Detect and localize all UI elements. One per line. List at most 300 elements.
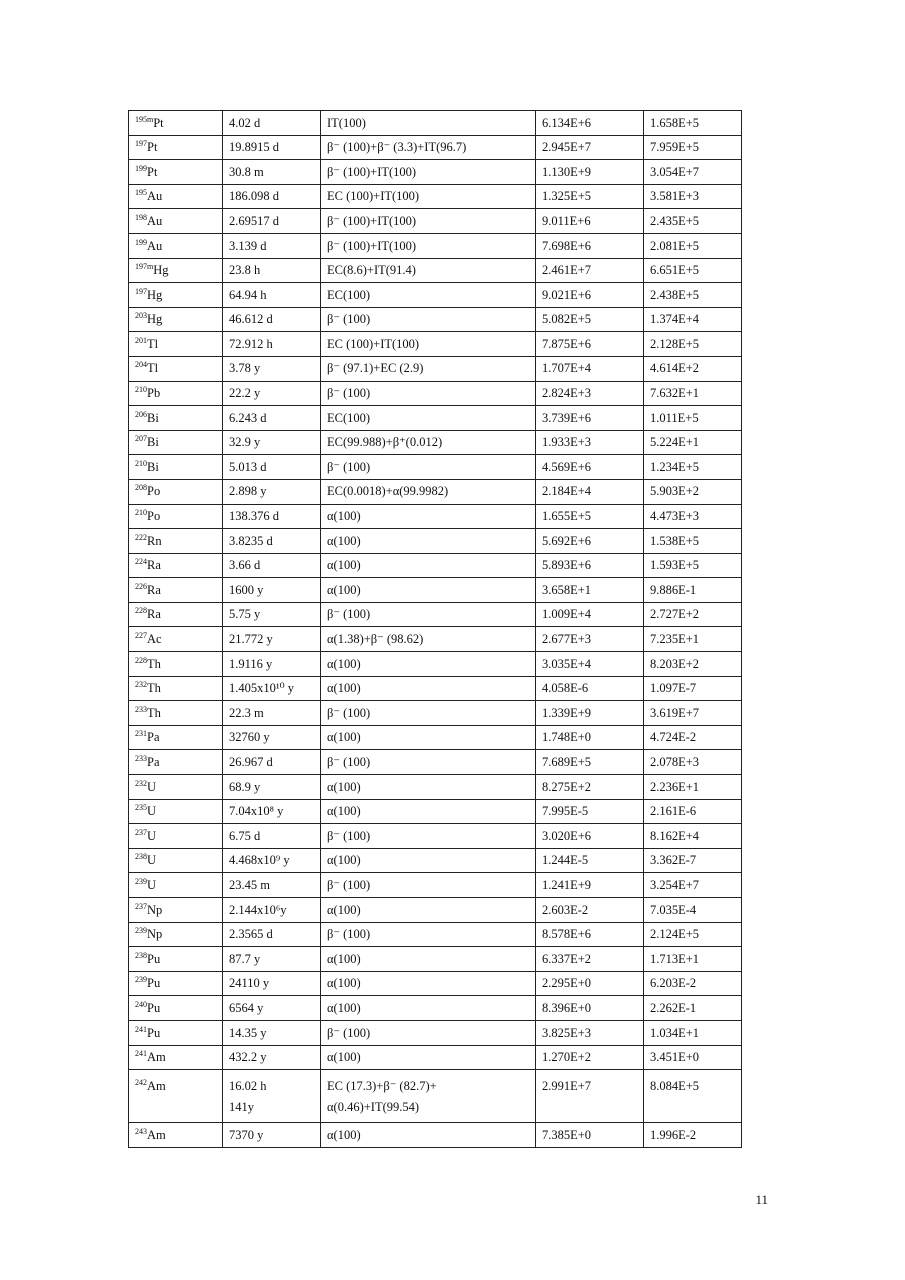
- half-life: 2.3565 d: [229, 927, 273, 942]
- mass-number: 239: [135, 876, 147, 886]
- element-symbol: Hg: [153, 263, 169, 278]
- half-life: 5.75 y: [229, 607, 261, 622]
- value-2: 2.161E-6: [650, 804, 697, 819]
- decay-mode: β⁻ (100)+IT(100): [327, 213, 417, 228]
- value-2-cell: [644, 381, 742, 406]
- value-2: 1.374E+4: [650, 312, 700, 327]
- nuclide-cell: [129, 455, 223, 480]
- value-1-cell: [536, 233, 644, 258]
- decay-mode-cell: [321, 430, 536, 455]
- half-life-cell: [223, 1045, 321, 1070]
- value-1: 1.325E+5: [542, 189, 592, 204]
- value-2: 1.593E+5: [650, 558, 700, 573]
- half-life-cell: [223, 111, 321, 136]
- nuclide-cell: [129, 430, 223, 455]
- half-life-cell: [223, 479, 321, 504]
- decay-mode: β⁻ (100): [327, 1025, 371, 1040]
- decay-mode-cell: [321, 996, 536, 1021]
- mass-number: 228: [135, 606, 147, 616]
- element-symbol: Au: [147, 238, 163, 253]
- decay-mode-cell: [321, 922, 536, 947]
- value-1-cell: [536, 676, 644, 701]
- decay-mode: α(100): [327, 853, 361, 868]
- half-life: 2.144x10⁶y: [229, 902, 287, 917]
- decay-mode-cell: [321, 750, 536, 775]
- half-life: 32760 y: [229, 730, 270, 745]
- half-life: 3.8235 d: [229, 533, 273, 548]
- half-life-cell: [223, 996, 321, 1021]
- decay-mode: α(100): [327, 902, 361, 917]
- value-1: 1.244E-5: [542, 853, 589, 868]
- value-1-cell: [536, 848, 644, 873]
- decay-mode: EC (17.3)+β⁻ (82.7)+: [327, 1079, 437, 1094]
- decay-mode-cell: [321, 356, 536, 381]
- value-1-cell: [536, 430, 644, 455]
- value-2: 2.438E+5: [650, 287, 700, 302]
- mass-number: 197: [135, 139, 147, 149]
- value-2-cell: [644, 1020, 742, 1045]
- table-row: [129, 1123, 742, 1148]
- decay-mode-cell: [321, 1045, 536, 1070]
- value-1-cell: [536, 1045, 644, 1070]
- decay-mode-cell: [321, 578, 536, 603]
- value-2-cell: [644, 799, 742, 824]
- table-row: [129, 356, 742, 381]
- value-1-cell: [536, 356, 644, 381]
- nuclide-cell: [129, 602, 223, 627]
- value-2: 1.996E-2: [650, 1127, 697, 1142]
- decay-mode-cell: [321, 873, 536, 898]
- mass-number: 204: [135, 360, 147, 370]
- element-symbol: Np: [147, 902, 163, 917]
- half-life-cell: [223, 356, 321, 381]
- nuclide-cell: [129, 332, 223, 357]
- nuclide-cell: [129, 652, 223, 677]
- half-life-secondary: 141y: [229, 1100, 254, 1115]
- mass-number: 210: [135, 385, 147, 395]
- value-1-cell: [536, 799, 644, 824]
- table-row: [129, 652, 742, 677]
- value-2-cell: [644, 111, 742, 136]
- table-row: [129, 824, 742, 849]
- decay-mode: β⁻ (100)+β⁻ (3.3)+IT(96.7): [327, 140, 467, 155]
- half-life: 23.8 h: [229, 263, 261, 278]
- value-2: 8.084E+5: [650, 1079, 700, 1094]
- table-row: [129, 430, 742, 455]
- element-symbol: Pt: [147, 164, 158, 179]
- element-symbol: U: [147, 877, 157, 892]
- mass-number: 241: [135, 1049, 147, 1059]
- mass-number: 197m: [135, 262, 154, 272]
- nuclide-cell: [129, 1020, 223, 1045]
- table-row: [129, 578, 742, 603]
- half-life: 1600 y: [229, 582, 264, 597]
- value-1: 3.020E+6: [542, 828, 592, 843]
- element-symbol: Hg: [147, 287, 163, 302]
- value-1: 2.603E-2: [542, 902, 589, 917]
- decay-mode-cell: [321, 652, 536, 677]
- element-symbol: Pt: [147, 140, 158, 155]
- nuclide-cell: [129, 898, 223, 923]
- value-1: 9.011E+6: [542, 213, 591, 228]
- mass-number: 210: [135, 458, 147, 468]
- decay-mode-cell: [321, 406, 536, 431]
- value-1-cell: [536, 283, 644, 308]
- decay-mode: α(100): [327, 681, 361, 696]
- decay-mode-cell: [321, 184, 536, 209]
- value-1: 1.241E+9: [542, 877, 592, 892]
- decay-mode-cell: [321, 135, 536, 160]
- element-symbol: U: [147, 828, 157, 843]
- decay-mode-cell: [321, 233, 536, 258]
- mass-number: 242: [135, 1078, 147, 1088]
- nuclide-cell: [129, 922, 223, 947]
- nuclide-cell: [129, 356, 223, 381]
- table-row: [129, 725, 742, 750]
- value-2-cell: [644, 996, 742, 1021]
- half-life-cell: [223, 504, 321, 529]
- element-symbol: Bi: [147, 410, 159, 425]
- value-2-cell: [644, 479, 742, 504]
- value-1: 2.184E+4: [542, 484, 592, 499]
- value-1-cell: [536, 652, 644, 677]
- half-life-cell: [223, 209, 321, 234]
- value-2-cell: [644, 873, 742, 898]
- value-2-cell: [644, 1070, 742, 1123]
- value-1: 1.748E+0: [542, 730, 592, 745]
- decay-mode-cell: [321, 381, 536, 406]
- nuclide-cell: [129, 233, 223, 258]
- half-life-cell: [223, 676, 321, 701]
- decay-mode-cell: [321, 160, 536, 185]
- table-row: [129, 701, 742, 726]
- element-symbol: U: [147, 804, 157, 819]
- value-1: 2.991E+7: [542, 1079, 592, 1094]
- value-2: 6.203E-2: [650, 976, 697, 991]
- value-2: 2.236E+1: [650, 779, 700, 794]
- table-row: [129, 184, 742, 209]
- value-1-cell: [536, 553, 644, 578]
- half-life-cell: [223, 283, 321, 308]
- half-life: 68.9 y: [229, 779, 261, 794]
- decay-mode: β⁻ (100)+IT(100): [327, 238, 417, 253]
- mass-number: 233: [135, 753, 147, 763]
- element-symbol: Th: [147, 681, 161, 696]
- decay-mode: β⁻ (100): [327, 607, 371, 622]
- value-2: 2.435E+5: [650, 213, 700, 228]
- half-life-cell: [223, 873, 321, 898]
- decay-mode-cell: [321, 455, 536, 480]
- value-1-cell: [536, 1070, 644, 1123]
- half-life: 21.772 y: [229, 632, 273, 647]
- value-2-cell: [644, 258, 742, 283]
- half-life-cell: [223, 332, 321, 357]
- nuclide-cell: [129, 775, 223, 800]
- decay-mode-cell: [321, 283, 536, 308]
- value-2: 3.254E+7: [650, 877, 700, 892]
- half-life: 30.8 m: [229, 164, 264, 179]
- decay-mode-cell: [321, 504, 536, 529]
- half-life: 6564 y: [229, 1000, 264, 1015]
- table-row: [129, 406, 742, 431]
- half-life: 87.7 y: [229, 951, 261, 966]
- half-life: 7.04x10⁸ y: [229, 804, 284, 819]
- nuclide-cell: [129, 135, 223, 160]
- decay-mode: α(100): [327, 558, 361, 573]
- element-symbol: Pu: [147, 951, 161, 966]
- value-2-cell: [644, 775, 742, 800]
- table-row: [129, 209, 742, 234]
- value-1: 5.692E+6: [542, 533, 592, 548]
- value-1-cell: [536, 1020, 644, 1045]
- value-2: 7.035E-4: [650, 902, 697, 917]
- table-row: [129, 627, 742, 652]
- value-2: 2.124E+5: [650, 927, 700, 942]
- decay-mode: β⁻ (100): [327, 828, 371, 843]
- table-row: [129, 479, 742, 504]
- mass-number: 197: [135, 286, 147, 296]
- value-2: 3.619E+7: [650, 705, 700, 720]
- decay-mode-cell: [321, 898, 536, 923]
- value-1: 8.578E+6: [542, 927, 592, 942]
- table-row: [129, 381, 742, 406]
- half-life: 72.912 h: [229, 336, 273, 351]
- half-life: 22.3 m: [229, 705, 264, 720]
- element-symbol: Am: [147, 1127, 166, 1142]
- value-2: 2.078E+3: [650, 754, 700, 769]
- element-symbol: Tl: [147, 336, 159, 351]
- half-life: 22.2 y: [229, 386, 261, 401]
- value-2-cell: [644, 1045, 742, 1070]
- element-symbol: Bi: [147, 459, 159, 474]
- table-row: [129, 332, 742, 357]
- value-1-cell: [536, 775, 644, 800]
- value-1-cell: [536, 1123, 644, 1148]
- nuclide-cell: [129, 1070, 223, 1123]
- mass-number: 198: [135, 212, 147, 222]
- element-symbol: Pa: [147, 730, 160, 745]
- half-life: 64.94 h: [229, 287, 267, 302]
- value-1: 7.689E+5: [542, 754, 592, 769]
- decay-mode-cell: [321, 332, 536, 357]
- nuclide-cell: [129, 799, 223, 824]
- value-2: 1.713E+1: [650, 951, 700, 966]
- half-life: 26.967 d: [229, 754, 273, 769]
- half-life: 14.35 y: [229, 1025, 267, 1040]
- value-2-cell: [644, 602, 742, 627]
- value-1-cell: [536, 184, 644, 209]
- mass-number: 199: [135, 237, 147, 247]
- table-row: [129, 775, 742, 800]
- decay-mode: β⁻ (100): [327, 312, 371, 327]
- page-number: 11: [755, 1192, 768, 1207]
- decay-mode-cell: [321, 209, 536, 234]
- decay-mode: IT(100): [327, 115, 366, 130]
- decay-mode-cell: [321, 725, 536, 750]
- table-row: [129, 135, 742, 160]
- decay-mode-cell: [321, 479, 536, 504]
- nuclide-table-body: [129, 111, 742, 1148]
- decay-mode: EC (100)+IT(100): [327, 336, 420, 351]
- nuclide-cell: [129, 307, 223, 332]
- nuclide-cell: [129, 504, 223, 529]
- decay-mode: α(100): [327, 779, 361, 794]
- table-row: [129, 111, 742, 136]
- decay-mode: EC(100): [327, 287, 371, 302]
- value-2-cell: [644, 676, 742, 701]
- element-symbol: Ra: [147, 558, 161, 573]
- decay-mode: EC(100): [327, 410, 371, 425]
- table-row: [129, 971, 742, 996]
- table-row: [129, 750, 742, 775]
- value-2-cell: [644, 553, 742, 578]
- value-1: 4.058E-6: [542, 681, 589, 696]
- decay-mode: EC(99.988)+β⁺(0.012): [327, 435, 443, 450]
- half-life-cell: [223, 922, 321, 947]
- value-2-cell: [644, 504, 742, 529]
- half-life-cell: [223, 602, 321, 627]
- half-life: 5.013 d: [229, 459, 267, 474]
- decay-mode-cell: [321, 701, 536, 726]
- mass-number: 235: [135, 803, 147, 813]
- mass-number: 237: [135, 827, 147, 837]
- value-1-cell: [536, 504, 644, 529]
- element-symbol: Po: [147, 509, 161, 524]
- mass-number: 201: [135, 335, 147, 345]
- table-row: [129, 529, 742, 554]
- nuclide-cell: [129, 184, 223, 209]
- value-2-cell: [644, 578, 742, 603]
- half-life-cell: [223, 775, 321, 800]
- value-2-cell: [644, 307, 742, 332]
- decay-mode-cell: [321, 307, 536, 332]
- value-2-cell: [644, 627, 742, 652]
- mass-number: 239: [135, 975, 147, 985]
- decay-mode: α(100): [327, 509, 361, 524]
- nuclide-cell: [129, 258, 223, 283]
- decay-mode: EC (100)+IT(100): [327, 189, 420, 204]
- value-1: 2.945E+7: [542, 140, 592, 155]
- decay-mode: α(100): [327, 1050, 361, 1065]
- value-1-cell: [536, 873, 644, 898]
- element-symbol: Tl: [147, 361, 159, 376]
- value-1: 5.082E+5: [542, 312, 592, 327]
- value-1: 2.824E+3: [542, 386, 592, 401]
- value-2-cell: [644, 332, 742, 357]
- value-2-cell: [644, 430, 742, 455]
- half-life: 1.9116 y: [229, 656, 273, 671]
- element-symbol: Bi: [147, 435, 159, 450]
- half-life: 2.898 y: [229, 484, 267, 499]
- table-row: [129, 283, 742, 308]
- half-life-cell: [223, 971, 321, 996]
- value-1: 1.009E+4: [542, 607, 592, 622]
- half-life: 7370 y: [229, 1127, 264, 1142]
- value-2-cell: [644, 356, 742, 381]
- value-1: 1.707E+4: [542, 361, 592, 376]
- decay-mode-continued: α(0.46)+IT(99.54): [327, 1100, 420, 1115]
- value-1-cell: [536, 479, 644, 504]
- decay-mode: α(100): [327, 730, 361, 745]
- value-2-cell: [644, 971, 742, 996]
- value-1-cell: [536, 578, 644, 603]
- element-symbol: Pu: [147, 1000, 161, 1015]
- value-1: 9.021E+6: [542, 287, 592, 302]
- value-1: 2.295E+0: [542, 976, 592, 991]
- table-row: [129, 233, 742, 258]
- half-life-cell: [223, 947, 321, 972]
- value-1: 7.385E+0: [542, 1127, 592, 1142]
- value-1: 2.677E+3: [542, 632, 592, 647]
- element-symbol: Ra: [147, 582, 161, 597]
- value-2: 7.235E+1: [650, 632, 700, 647]
- nuclide-cell: [129, 1123, 223, 1148]
- value-2: 1.234E+5: [650, 459, 700, 474]
- value-1: 1.655E+5: [542, 509, 592, 524]
- element-symbol: U: [147, 853, 157, 868]
- decay-mode-cell: [321, 1070, 536, 1123]
- value-2-cell: [644, 922, 742, 947]
- half-life-cell: [223, 898, 321, 923]
- value-1: 3.035E+4: [542, 656, 592, 671]
- element-symbol: Ac: [147, 632, 162, 647]
- value-2: 4.473E+3: [650, 509, 700, 524]
- element-symbol: Au: [147, 189, 163, 204]
- value-1: 6.134E+6: [542, 115, 592, 130]
- value-2: 5.224E+1: [650, 435, 700, 450]
- value-1: 8.396E+0: [542, 1000, 592, 1015]
- mass-number: 239: [135, 926, 147, 936]
- nuclide-cell: [129, 160, 223, 185]
- mass-number: 240: [135, 999, 147, 1009]
- half-life-cell: [223, 1070, 321, 1123]
- mass-number: 222: [135, 532, 147, 542]
- decay-mode: β⁻ (100): [327, 459, 371, 474]
- value-2: 9.886E-1: [650, 582, 697, 597]
- decay-mode-cell: [321, 111, 536, 136]
- value-1-cell: [536, 750, 644, 775]
- nuclide-cell: [129, 725, 223, 750]
- half-life-cell: [223, 406, 321, 431]
- decay-mode-cell: [321, 971, 536, 996]
- table-row: [129, 996, 742, 1021]
- element-symbol: Hg: [147, 312, 163, 327]
- value-1: 7.995E-5: [542, 804, 589, 819]
- value-2: 1.097E-7: [650, 681, 697, 696]
- table-row: [129, 873, 742, 898]
- value-2: 7.959E+5: [650, 140, 700, 155]
- half-life: 3.66 d: [229, 558, 261, 573]
- decay-mode-cell: [321, 553, 536, 578]
- half-life-cell: [223, 160, 321, 185]
- element-symbol: Rn: [147, 533, 162, 548]
- decay-mode: α(100): [327, 1127, 361, 1142]
- decay-mode: β⁻ (97.1)+EC (2.9): [327, 361, 424, 376]
- value-1-cell: [536, 725, 644, 750]
- half-life-cell: [223, 135, 321, 160]
- nuclide-table: [128, 110, 742, 1148]
- value-2-cell: [644, 701, 742, 726]
- mass-number: 238: [135, 852, 147, 862]
- mass-number: 227: [135, 631, 147, 641]
- element-symbol: Np: [147, 927, 163, 942]
- mass-number: 232: [135, 778, 147, 788]
- half-life: 1.405x10¹⁰ y: [229, 681, 295, 696]
- value-1: 1.130E+9: [542, 164, 592, 179]
- half-life-cell: [223, 307, 321, 332]
- table-row: [129, 160, 742, 185]
- decay-mode-cell: [321, 848, 536, 873]
